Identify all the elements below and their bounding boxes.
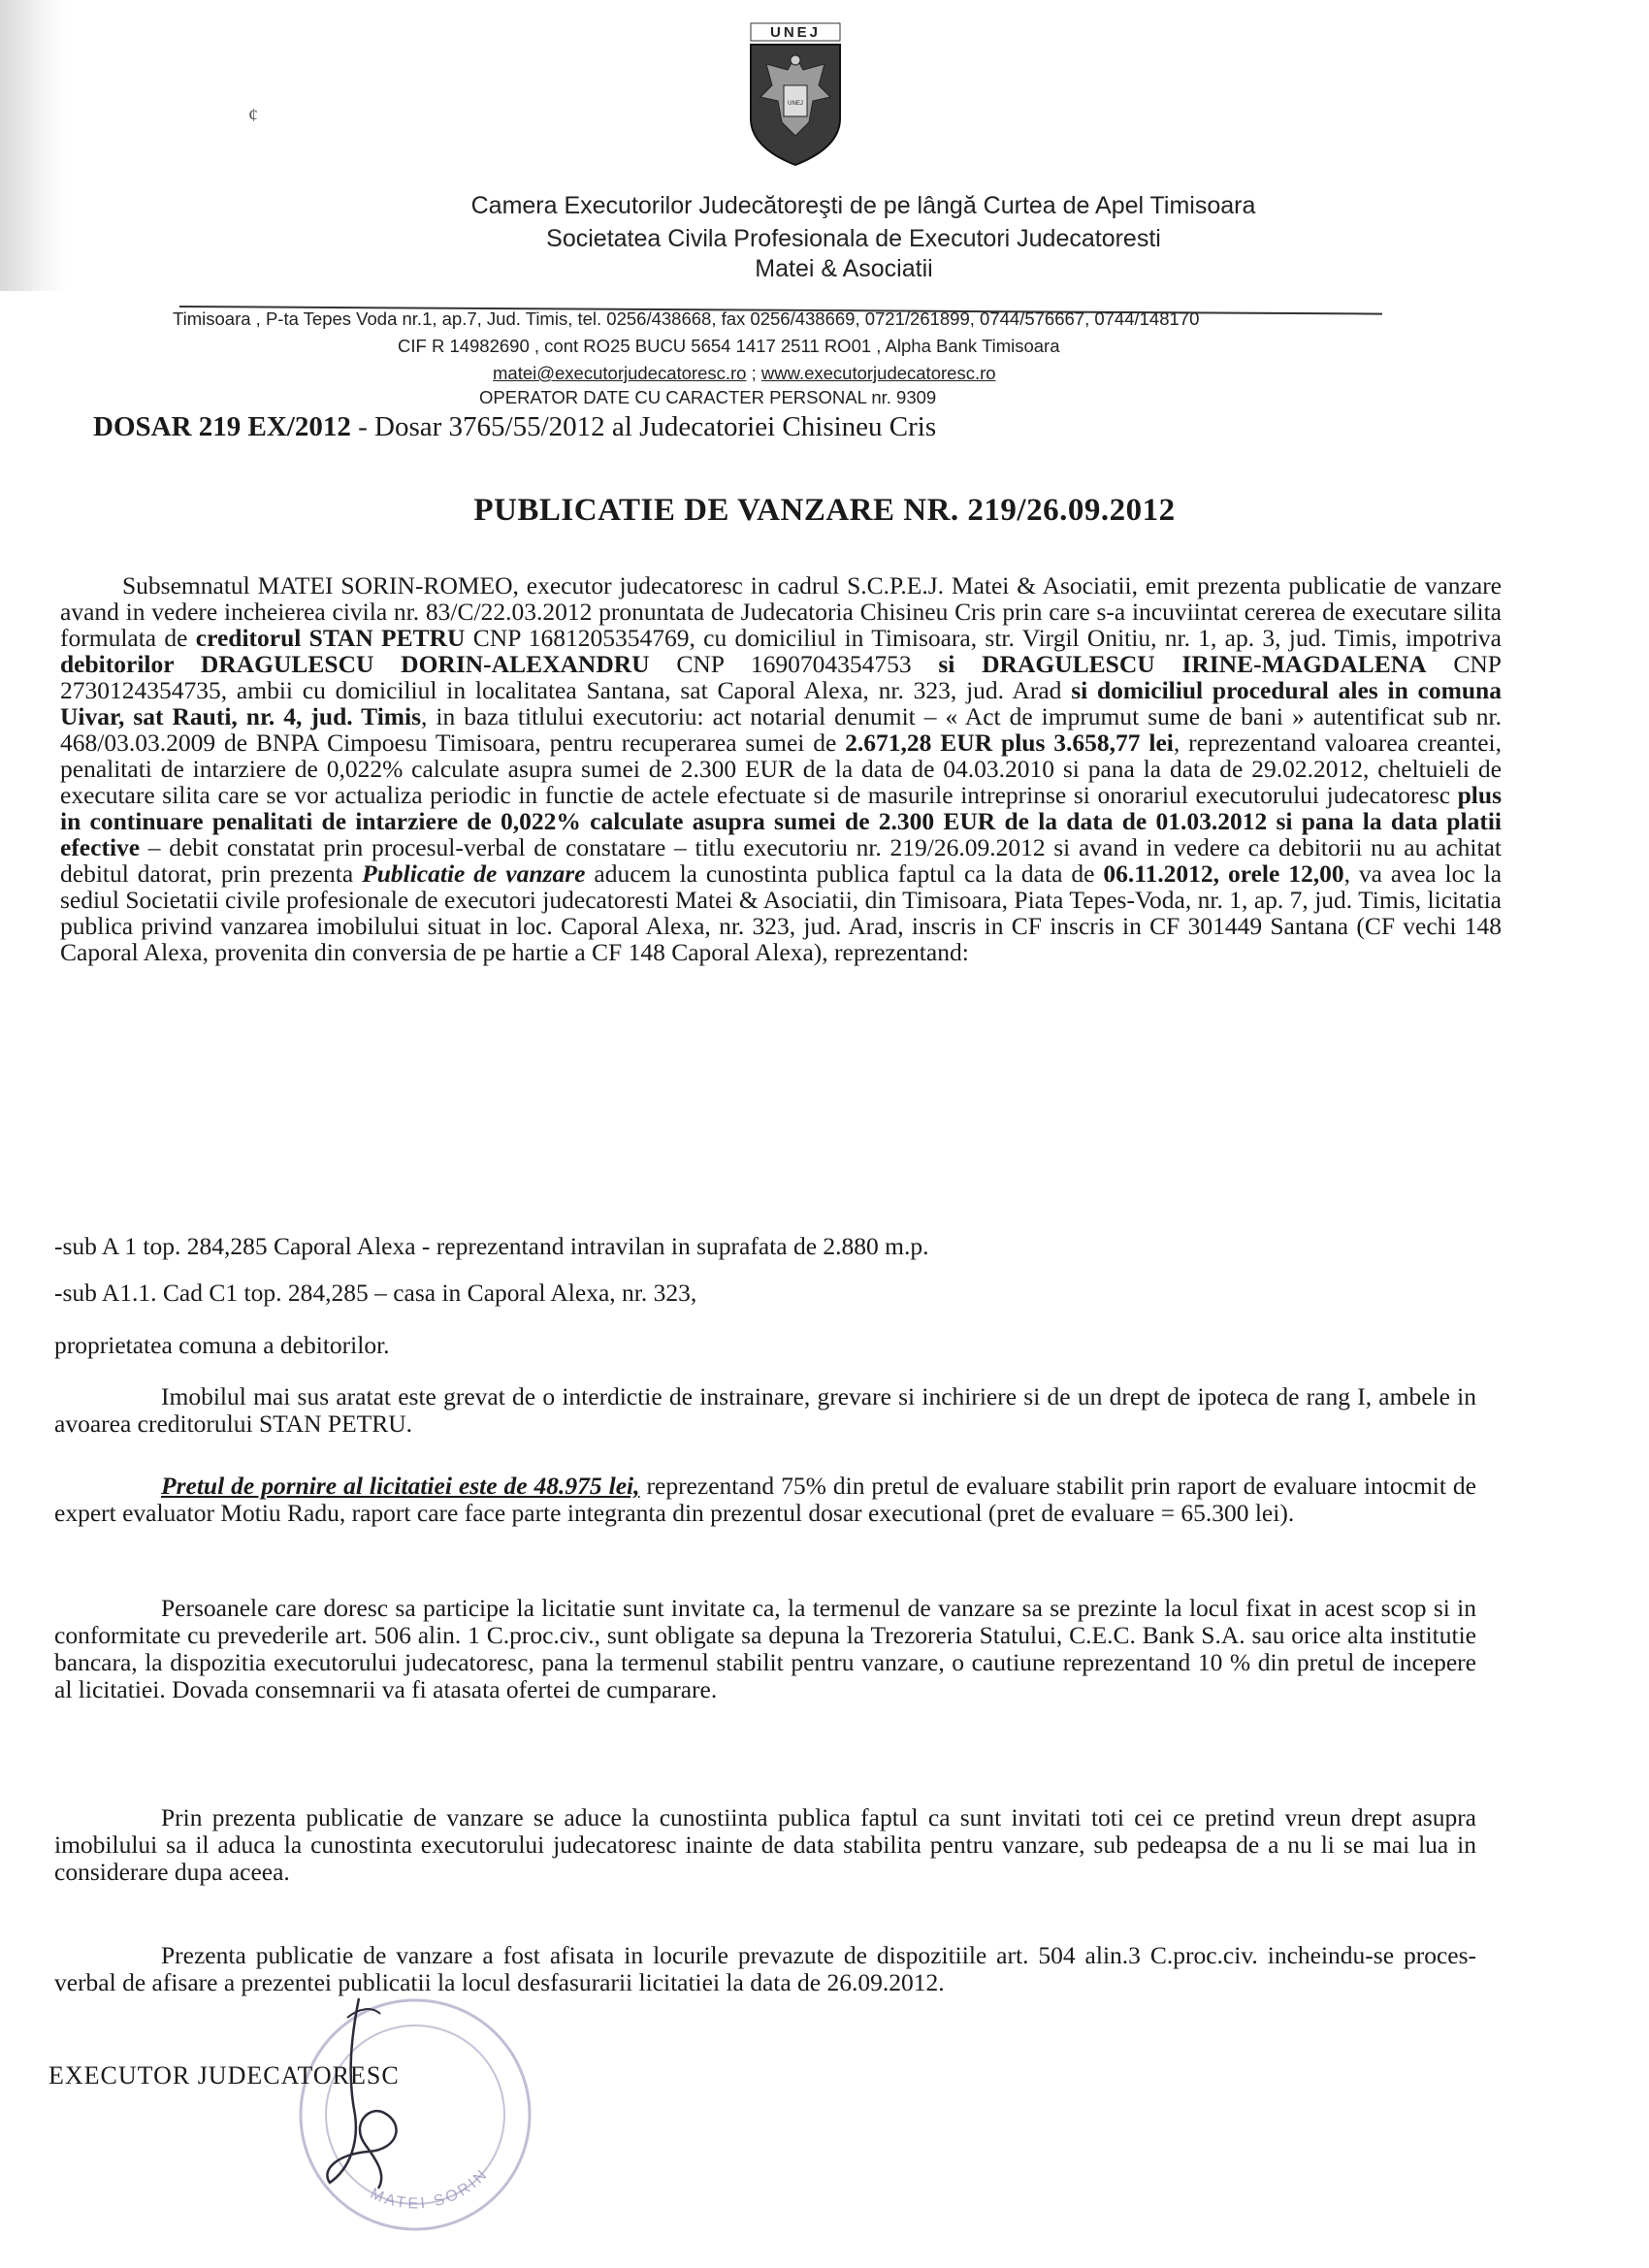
header-line-3: Matei & Asociatii (755, 255, 933, 282)
svg-text:UNEJ: UNEJ (788, 101, 803, 107)
svg-text:UNEJ: UNEJ (769, 24, 822, 41)
italic-run: Publicatie de vanzare (362, 859, 586, 888)
text-run: – debit constatat prin procesul-verbal de constatare – titlu executoriu nr. 219/26.09.2012 si avand in vedere ca debitorii nu au achitat debitul datorat, prin prezenta (60, 833, 1502, 888)
posting-paragraph: Prezenta publicatie de vanzare a fost afisata in locurile prevazute de dispozitiile art. 504 alin.3 C.proc.civ. incheindu-se proces-verbal de afisare a prezentei publicatii la locul desfasurarii licitatiei la data de 26.09.2012. (54, 1941, 1476, 1996)
bold-run: si DRAGULESCU IRINE-MAGDALENA (938, 650, 1427, 678)
text-run: CNP 1681205354769, cu domiciliul in Timisoara, str. Virgil Onitiu, nr. 1, ap. 3, jud. Timis, impotriva (465, 624, 1502, 652)
email-link[interactable]: matei@executorjudecatoresc.ro (493, 363, 747, 383)
text-run: , va avea loc la sediul Societatii civile profesionale de executori judecatoresti Matei & Asociatii, din Timisoara, Piata Tepes-Voda, nr. 1, ap. 7, jud. Timis, licitatia publica privind vanzarea imobilului situat in loc. Caporal Alexa, nr. 323, jud. Arad, inscris in CF inscris in CF 301449 Santana (CF vechi 148 Caporal Alexa, provenita din conversia de pe hartie a CF 148 Caporal Alexa), reprezentand: (60, 859, 1503, 966)
contact-bank: CIF R 14982690 , cont RO25 BUCU 5654 1417 2511 RO01 , Alpha Bank Timisoara (398, 336, 1060, 356)
page-title: PUBLICATIE DE VANZARE NR. 219/26.09.2012 (473, 493, 1176, 528)
price-paragraph (54, 1473, 1476, 1527)
svg-text:MATEI SORIN: MATEI SORIN (367, 2165, 493, 2213)
bold-run: plus in continuare penalitati de intarziere de 0,022% calculate asupra sumei de 2.300 EUR de la data de 01.03.2012 si pana la data platii efective (60, 781, 1502, 861)
bold-run: 2.671,28 EUR plus 3.658,77 lei (845, 729, 1174, 757)
text-run: , in baza titlului executoriu: act notarial denumit – « Act de imprumut sume de bani » autentificat sub nr. 468/03.03.2009 de BNPA Cimpoesu Timisoara, pentru recuperarea sumei de (60, 702, 1502, 757)
scan-speck: ¢ (248, 105, 258, 126)
contact-web (493, 363, 996, 384)
website-link[interactable]: www.executorjudecatoresc.ro (760, 363, 996, 383)
header-line-1: Camera Executorilor Judecătoreşti de pe lângă Curtea de Apel Timisoara (470, 192, 1256, 219)
price-details: reprezentand 75% din pretul de evaluare stabilit prin raport de evaluare intocmit de expert evaluator Motiu Radu, raport care face parte integranta din prezentul dosar executional (pret de evaluare = 65.300 lei). (54, 1472, 1476, 1527)
eagle-crest-icon (737, 21, 854, 167)
text-run: CNP 1690704354753 (649, 650, 939, 678)
text-run: Subsemnatul MATEI SORIN-ROMEO, executor judecatoresc in cadrul S.C.P.E.J. Matei & Asociatii, emit prezenta publicatie de vanzare avand in vedere incheierea civila nr. 83/C/22.03.2012 pronuntata de Judecatoria Chisineu Cris prin care s-a incuviintat cererea de executare silita formulata de (60, 571, 1502, 652)
bold-run: 06.11.2012, orele 12,00 (1103, 859, 1344, 888)
property-owner: proprietatea comuna a debitorilor. (54, 1331, 390, 1359)
handwritten-signature (291, 1979, 446, 2202)
case-court: - Dosar 3765/55/2012 al Judecatoriei Chisineu Cris (350, 411, 937, 442)
text-run: , reprezentand valoarea creantei, penalitati de intarziere de 0,022% calculate asupra sumei de 2.300 EUR de la data de 04.03.2010 si pana la data de 29.02.2012, cheltuieli de executare silita care se vor actualiza periodic in functie de actele efectuate si de masurile intreprinse si onorariul executorului judecatoresc (60, 729, 1502, 809)
text-run: CNP 2730124354735, ambii cu domiciliul in localitatea Santana, sat Caporal Alexa, nr. 323, jud. Arad (60, 650, 1502, 704)
case-reference (93, 411, 936, 443)
text-run: aducem la cunostinta publica faptul ca la data de (585, 859, 1104, 888)
bold-run: creditorul STAN PETRU (195, 624, 466, 652)
encumbrance-paragraph: Imobilul mai sus aratat este grevat de o interdictie de instrainare, grevare si inchiriere si de un drept de ipoteca de rang I, ambele in avoarea creditorului STAN PETRU. (54, 1382, 1476, 1438)
header-line-2: Societatea Civila Profesionala de Executori Judecatoresti (546, 225, 1161, 252)
starting-price: Pretul de pornire al licitatiei este de 48.975 lei, (161, 1472, 640, 1500)
bold-run: debitorilor DRAGULESCU DORIN-ALEXANDRU (60, 650, 650, 678)
bold-run: si domiciliul procedural ales in comuna Uivar, sat Rauti, nr. 4, jud. Timis (60, 676, 1502, 730)
participation-paragraph: Persoanele care doresc sa participe la licitatie sunt invitate ca, la termenul de vanzare sa se prezinte la locul fixat in acest scop si in conformitate cu prevederile art. 506 alin. 1 C.proc.civ., sunt obligate sa depuna la Trezoreria Statului, C.E.C. Bank S.A. sau orice alta institutie bancara, la dispozitia executorului judecatoresc, pana la termenul stabilit pentru vanzare, o cautiune reprezentand 10 % din pretul de incepere al licitatiei. Dovada consemnarii va fi atasata ofertei de cumparare. (54, 1594, 1476, 1703)
main-paragraph (60, 572, 1502, 965)
claims-paragraph: Prin prezenta publicatie de vanzare se aduce la cunostiinta publica faptul ca sunt invitati toti cei ce pretind vreun drept asupra imobilului sa il aduca la cunostinta executorului judecatoresc inainte de data stabilita pentru vanzare, sub pedeapsa de a nu li se mai lua in considerare dupa aceea. (54, 1803, 1476, 1886)
contact-address: Timisoara , P-ta Tepes Voda nr.1, ap.7, Jud. Timis, tel. 0256/438668, fax 0256/438669, 0721/261899, 0744/576667, 0744/148170 (173, 308, 1200, 329)
contact-separator: ; (746, 363, 761, 383)
contact-operator: OPERATOR DATE CU CARACTER PERSONAL nr. 9309 (479, 387, 937, 407)
case-number: DOSAR 219 EX/2012 (93, 411, 351, 442)
property-item-2: -sub A1.1. Cad C1 top. 284,285 – casa in Caporal Alexa, nr. 323, (54, 1279, 697, 1307)
unej-emblem (737, 21, 854, 167)
signature-label: EXECUTOR JUDECATORESC (48, 2061, 400, 2090)
property-item-1: -sub A 1 top. 284,285 Caporal Alexa - reprezentand intravilan in suprafata de 2.880 m.p. (54, 1232, 929, 1260)
